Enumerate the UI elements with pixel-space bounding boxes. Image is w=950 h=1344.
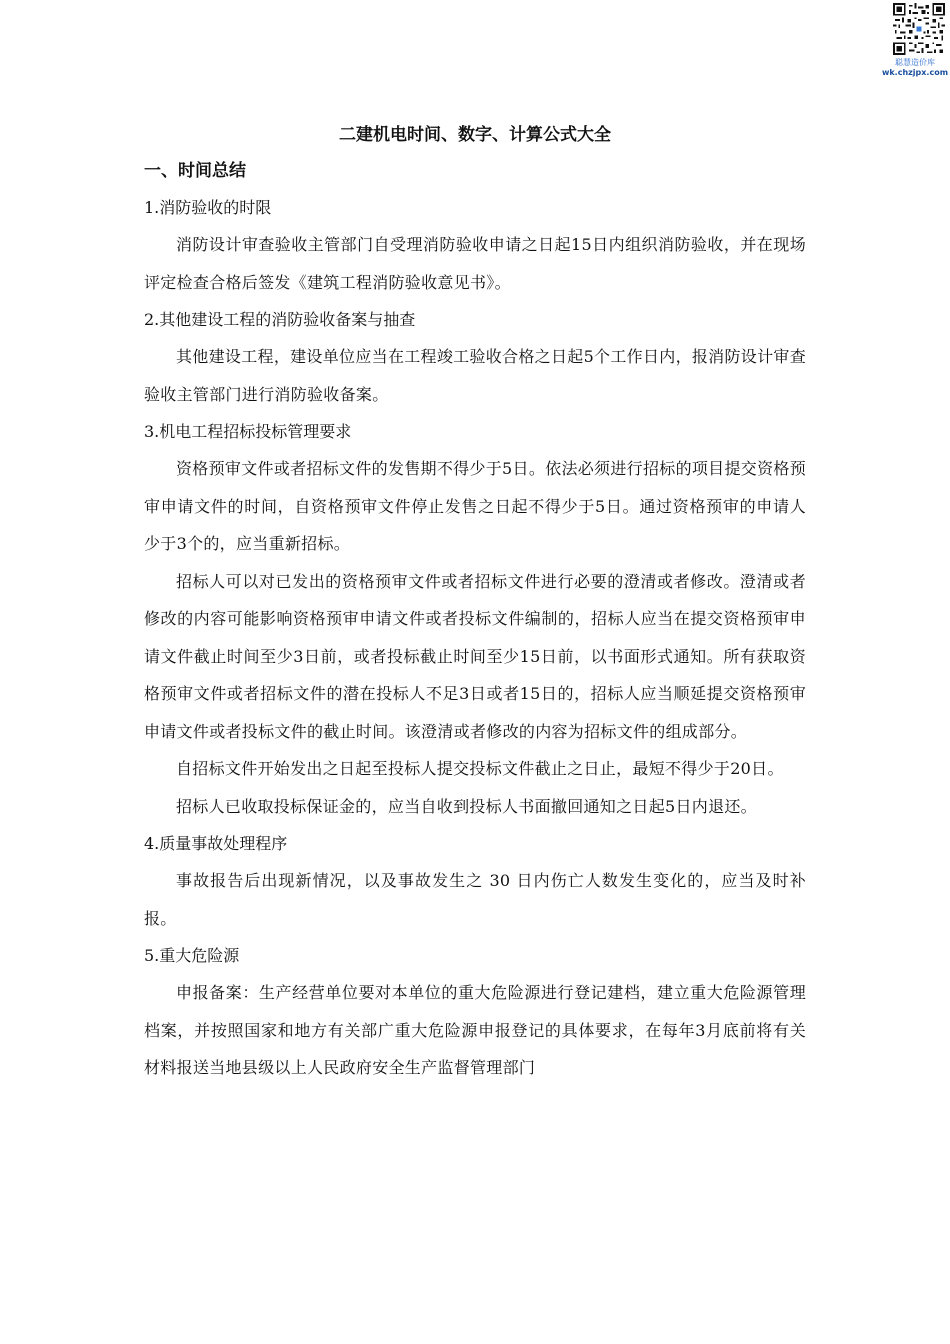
- subsection-heading: 5.重大危险源: [144, 946, 240, 965]
- paragraph: 消防设计审查验收主管部门自受理消防验收申请之日起15日内组织消防验收，并在现场评定检查合格后签发《建筑工程消防验收意见书》。: [144, 235, 806, 292]
- paragraph: 招标人可以对已发出的资格预审文件或者招标文件进行必要的澄清或者修改。澄清或者修改的内容可能影响资格预审申请文件或者投标文件编制的，招标人应当在提交资格预审申请文件截止时间至少3日前，或者投标截止时间至少15日前，以书面形式通知。所有获取资格预审文件或者招标文件的潜在投标人不足3日或者15日的，招标人应当顺延提交资格预审申请文件或者投标文件的截止时间。该澄清或者修改的内容为招标文件的组成部分。: [144, 571, 806, 741]
- subsection-heading: 1.消防验收的时限: [144, 198, 272, 217]
- paragraph: 事故报告后出现新情况，以及事故发生之 30 日内伤亡人数发生变化的，应当及时补报。: [144, 871, 806, 928]
- subsection-heading: 3.机电工程招标投标管理要求: [144, 422, 352, 441]
- subsection-heading: 2.其他建设工程的消防验收备案与抽查: [144, 310, 416, 329]
- document-body: [144, 118, 806, 1087]
- paragraph: 自招标文件开始发出之日起至投标人提交投标文件截止之日止，最短不得少于20日。: [176, 759, 784, 778]
- qr-caption-cn: 聪慧造价库: [895, 58, 935, 67]
- paragraph: 其他建设工程，建设单位应当在工程竣工验收合格之日起5个工作日内，报消防设计审查验收主管部门进行消防验收备案。: [144, 347, 806, 404]
- page-title: 二建机电时间、数字、计算公式大全: [339, 125, 611, 145]
- paragraph: 招标人已收取投标保证金的，应当自收到投标人书面撤回通知之日起5日内退还。: [176, 796, 757, 816]
- qr-code-icon: [893, 3, 945, 55]
- qr-caption: [880, 58, 950, 77]
- subsection-heading: 4.质量事故处理程序: [144, 834, 288, 853]
- section-heading: 一、时间总结: [144, 161, 246, 181]
- qr-caption-url: wk.chzjpx.com: [881, 67, 949, 77]
- paragraph: 资格预审文件或者招标文件的发售期不得少于5日。依法必须进行招标的项目提交资格预审申请文件的时间，自资格预审文件停止发售之日起不得少于5日。通过资格预审的申请人少于3个的，应当重新招标。: [144, 459, 806, 553]
- paragraph: 申报备案：生产经营单位要对本单位的重大危险源进行登记建档，建立重大危险源管理档案，并按照国家和地方有关部广重大危险源申报登记的具体要求，在每年3月底前将有关材料报送当地县级以上人民政府安全生产监督管理部门: [144, 983, 806, 1077]
